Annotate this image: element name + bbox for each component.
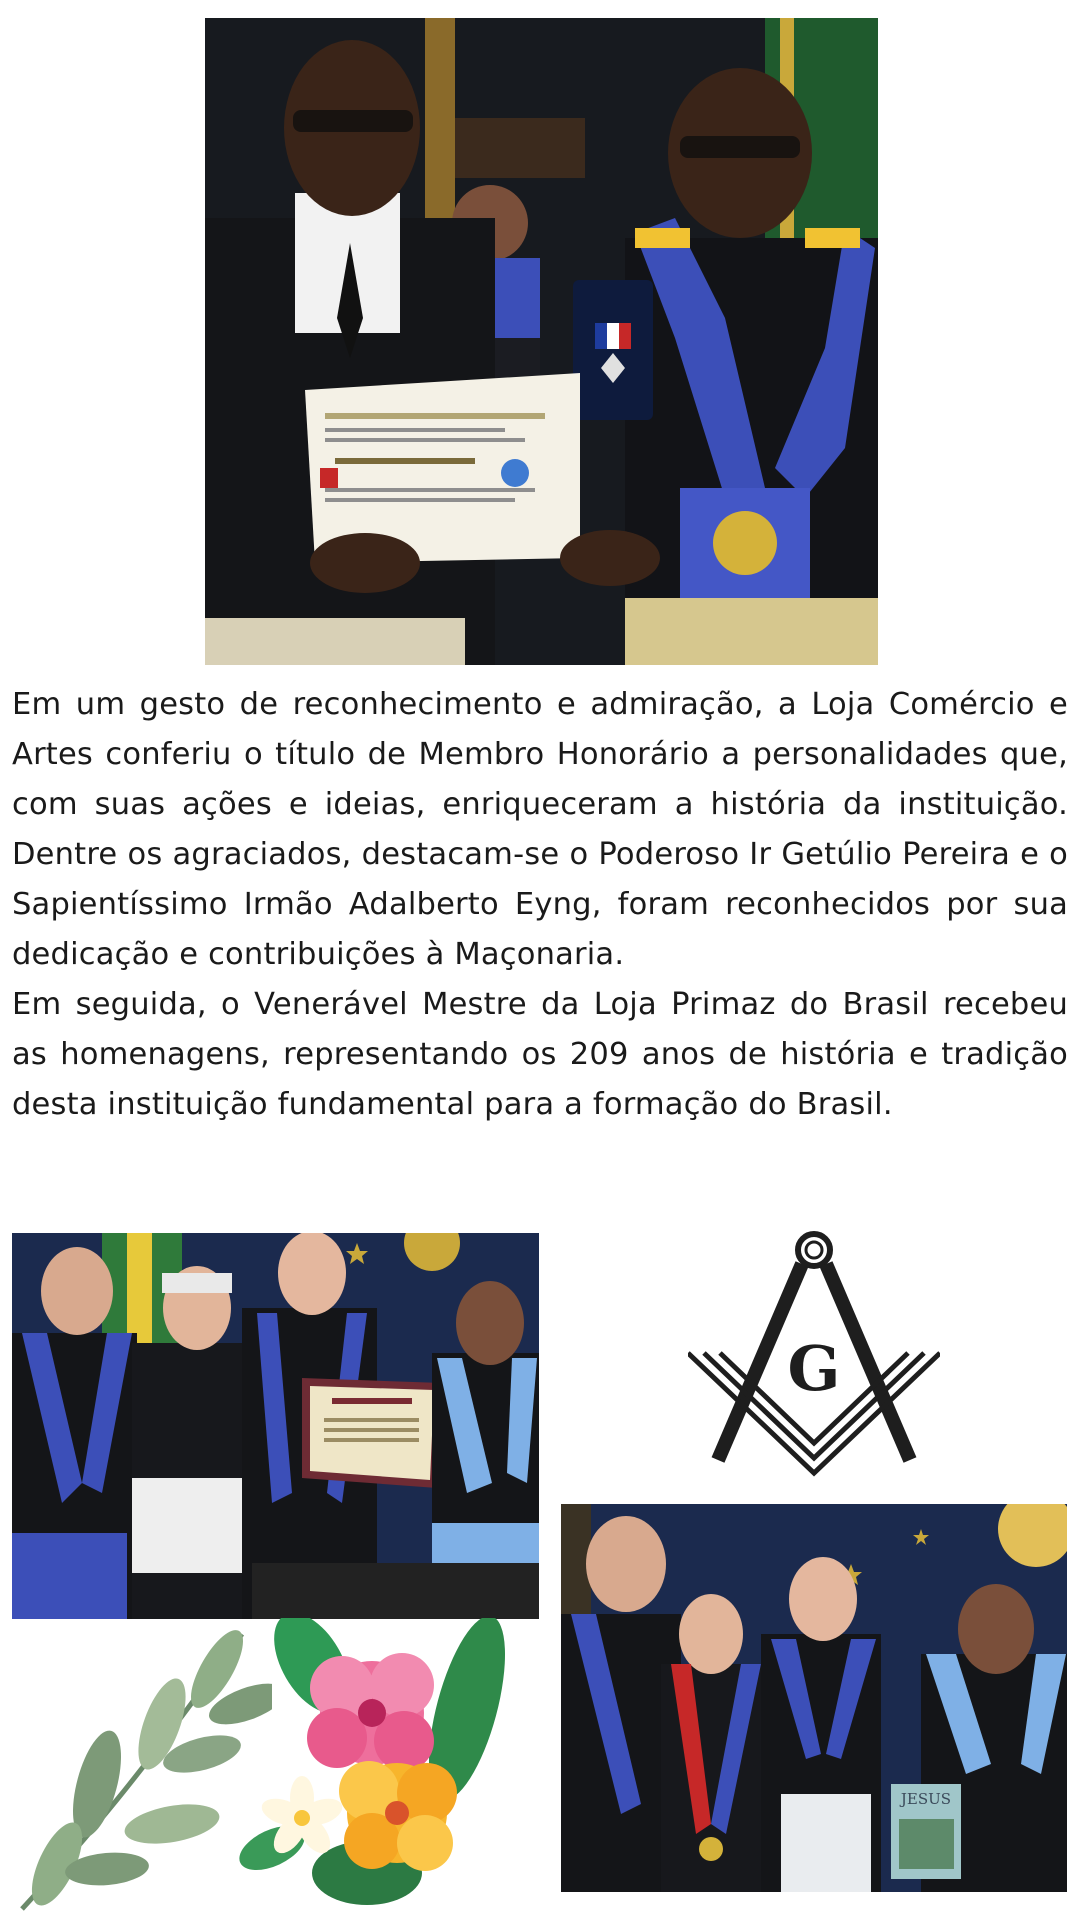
square-and-compass-icon [688, 1228, 940, 1478]
article-text [12, 680, 1068, 1130]
article-paragraph-2: Em seguida, o Venerável Mestre da Loja Primaz do Brasil recebeu as homenagens, representando os 209 anos de história e tradição desta instituição fundamental para a formação do Brasil. [12, 987, 1068, 1122]
book-cover-label: JESUS [900, 1790, 952, 1808]
emblem-letter: G [787, 1332, 841, 1405]
diploma-presentation-photo [12, 1233, 539, 1619]
hibiscus-flowers-icon [232, 1618, 532, 1913]
group-portrait-photo [561, 1504, 1067, 1892]
certificate-ceremony-photo [205, 18, 878, 665]
article-paragraph-1: Em um gesto de reconhecimento e admiração, a Loja Comércio e Artes conferiu o título de Membro Honorário a personalidades que, com suas ações e ideias, enriqueceram a história da instituição. Dentre os agraciados, destacam-se o Poderoso Ir Getúlio Pereira e o Sapientíssimo Irmão Adalberto Eyng, foram reconhecidos por sua dedicação e contribuições à Maçonaria. [12, 687, 1068, 972]
